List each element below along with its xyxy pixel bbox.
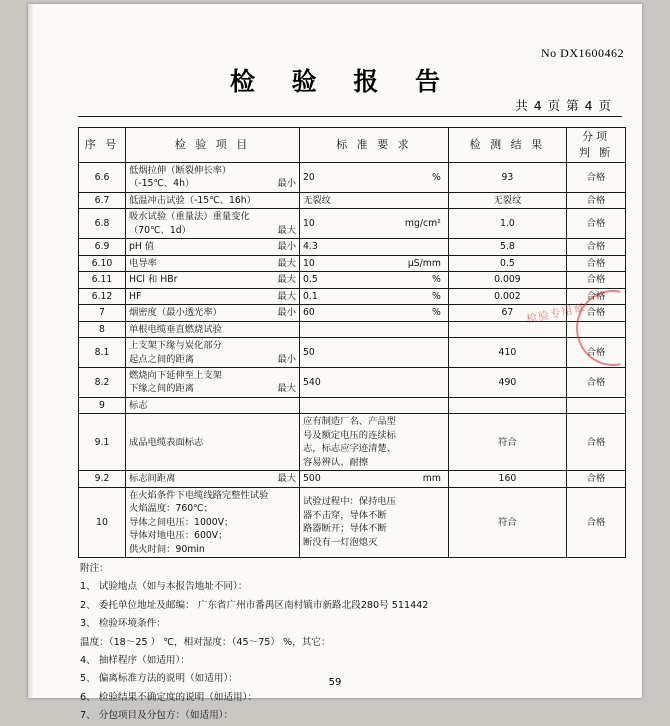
cell-no: 9.2	[79, 471, 126, 487]
cell-item: 单根电缆垂直燃烧试验	[125, 321, 299, 337]
cell-item: pH 值 最小	[125, 239, 299, 255]
cell-requirement: 50	[300, 338, 449, 368]
cell-minmax: 最小	[277, 178, 296, 190]
note-item: 7、 分包项目及分包方：（如适用）：	[80, 710, 234, 722]
col-header-result: 检 测 结 果	[448, 128, 566, 163]
cell-requirement: 10 mg/cm²	[300, 209, 449, 239]
cell-no: 6.10	[79, 255, 126, 271]
col-header-item: 检 验 项 目	[125, 128, 299, 163]
cell-minmax: 最大	[277, 274, 296, 286]
table-row	[79, 305, 626, 321]
cell-result: 无裂纹	[448, 192, 566, 208]
cell-result	[448, 321, 566, 337]
cell-judgement: 合格	[566, 192, 625, 208]
cell-result: 1.0	[448, 209, 566, 239]
cell-judgement: 合格	[566, 209, 625, 239]
col-header-requirement: 标 准 要 求	[300, 128, 449, 163]
note-item: 温度：（18～25 ） ℃，相对湿度：（45～75） %，其它：	[80, 636, 331, 648]
note-item: 1、 试验地点（如与本报告地址不同）：	[80, 581, 248, 593]
cell-result: 93	[448, 162, 566, 192]
cell-result: 67	[448, 305, 566, 321]
cell-item: HCl 和 HBr 最大	[125, 272, 299, 288]
cell-minmax: 最小	[277, 353, 296, 365]
table-row	[79, 414, 626, 471]
cell-minmax: 最大	[277, 473, 296, 485]
cell-no: 9	[79, 397, 126, 413]
cell-requirement: 60 %	[300, 305, 449, 321]
note-item: 4、 抽样程序（如适用）：	[80, 655, 190, 667]
col-header-judgement-line1: 分项	[581, 130, 610, 143]
table-row	[79, 255, 626, 271]
note-item: 3、 检验环境条件：	[80, 618, 166, 630]
cell-judgement: 合格	[566, 471, 625, 487]
cell-judgement: 合格	[566, 367, 625, 397]
report-page	[28, 4, 642, 722]
cell-requirement: 10 μS/mm	[300, 255, 449, 271]
table-row	[79, 209, 626, 239]
table-row	[79, 288, 626, 304]
cell-no: 9.1	[79, 414, 126, 471]
cell-result: 0.5	[448, 255, 566, 271]
cell-result	[448, 397, 566, 413]
cell-requirement: 500 mm	[300, 471, 449, 487]
cell-requirement: 应有制造厂名、产品型 号及额定电压的连续标 志，标志应字迹清楚、 容易辨认、耐擦	[300, 414, 449, 471]
cell-item: 标志	[125, 397, 299, 413]
page-title: 检 验 报 告	[229, 67, 455, 96]
cell-no: 6.7	[79, 192, 126, 208]
cell-item: 标志间距离 最大	[125, 471, 299, 487]
cell-judgement	[566, 321, 625, 337]
cell-no: 8	[79, 321, 126, 337]
table-row	[79, 338, 626, 368]
note-item: 5、 偏离标准方法的说明（如适用）：	[80, 673, 238, 685]
cell-judgement: 合格	[566, 338, 625, 368]
inspection-table	[78, 127, 626, 558]
cell-judgement: 合格	[566, 272, 625, 288]
cell-no: 7	[79, 305, 126, 321]
header-divider	[78, 116, 622, 117]
cell-item: 在火焰条件下电缆线路完整性试验 火焰温度：760℃； 导体之间电压：1000V； 导体对地电压：600V； 供火时间：90min	[125, 487, 299, 557]
table-body	[79, 162, 626, 557]
cell-requirement: 试验过程中：保持电压 器不击穿，导体不断 路器断开；导体不断 断没有一灯泡熄灭	[300, 487, 449, 557]
table-row	[79, 487, 626, 557]
note-item: 2、 委托单位地址及邮编： 广东省广州市番禺区南村镇市新路北段280号 511442	[80, 599, 429, 611]
col-header-judgement-line2: 判 断	[578, 145, 614, 159]
col-header-no: 序 号	[79, 128, 126, 163]
table-row	[79, 367, 626, 397]
cell-requirement: 4.3	[300, 239, 449, 255]
table-row	[79, 471, 626, 487]
cell-requirement	[300, 397, 449, 413]
cell-no: 6.8	[79, 209, 126, 239]
table-row	[79, 272, 626, 288]
cell-requirement: 0.1 %	[300, 288, 449, 304]
cell-minmax: 最大	[277, 290, 296, 302]
cell-no: 6.12	[79, 288, 126, 304]
cell-result: 410	[448, 338, 566, 368]
cell-judgement: 合格	[566, 288, 625, 304]
cell-judgement: 合格	[566, 487, 625, 557]
cell-item: 低温冲击试验（-15℃、16h）	[125, 192, 299, 208]
cell-item: 电导率 最大	[125, 255, 299, 271]
seal-text: 检验专用章	[525, 300, 587, 327]
cell-result: 0.002	[448, 288, 566, 304]
cell-no: 10	[79, 487, 126, 557]
cell-minmax: 最小	[277, 241, 296, 253]
cell-result: 符合	[448, 487, 566, 557]
cell-no: 6.11	[79, 272, 126, 288]
cell-item: 低烟拉伸（断裂伸长率） （-15℃、4h） 最小	[125, 162, 299, 192]
cell-no: 8.1	[79, 338, 126, 368]
col-header-judgement	[566, 128, 625, 163]
cell-judgement: 合格	[566, 162, 625, 192]
cell-minmax: 最大	[277, 257, 296, 269]
cell-judgement: 合格	[566, 305, 625, 321]
table-header-row	[79, 128, 626, 163]
cell-item: 上支架下缘与炭化部分 起点之间的距离 最小	[125, 338, 299, 368]
table-row	[79, 321, 626, 337]
cell-result: 5.8	[448, 239, 566, 255]
cell-minmax: 最大	[277, 383, 296, 395]
cell-no: 6.6	[79, 162, 126, 192]
cell-item: 吸水试验（重量法）重量变化 （70℃、1d） 最大	[125, 209, 299, 239]
cell-requirement: 20 %	[300, 162, 449, 192]
note-item: 6、 检验结果不确定度的说明（如适用）：	[80, 691, 258, 703]
cell-judgement: 合格	[566, 414, 625, 471]
cell-judgement: 合格	[566, 239, 625, 255]
table-row	[79, 162, 626, 192]
cell-item: 烟密度（最小透光率） 最小	[125, 305, 299, 321]
cell-result: 0.009	[448, 272, 566, 288]
cell-judgement: 合格	[566, 255, 625, 271]
cell-item: HF 最大	[125, 288, 299, 304]
page-count: 共 4 页 第 4 页	[515, 98, 612, 113]
cell-no: 8.2	[79, 367, 126, 397]
table-row	[79, 397, 626, 413]
cell-requirement: 540	[300, 367, 449, 397]
cell-result: 符合	[448, 414, 566, 471]
notes-section	[80, 560, 628, 726]
footer-page-number: 59	[328, 677, 342, 688]
cell-item: 燃烧向下延伸至上支架 下缘之间的距离 最大	[125, 367, 299, 397]
cell-item: 成品电缆表面标志	[125, 414, 299, 471]
cell-requirement: 0.5 %	[300, 272, 449, 288]
document-number: No DX1600462	[541, 46, 624, 60]
table-row	[79, 192, 626, 208]
cell-result: 490	[448, 367, 566, 397]
notes-title: 附注：	[80, 563, 109, 574]
cell-requirement	[300, 321, 449, 337]
cell-minmax: 最大	[277, 224, 296, 236]
table-row	[79, 239, 626, 255]
cell-result: 160	[448, 471, 566, 487]
cell-minmax: 最小	[277, 307, 296, 319]
cell-judgement	[566, 397, 625, 413]
cell-requirement: 无裂纹	[300, 192, 449, 208]
cell-no: 6.9	[79, 239, 126, 255]
